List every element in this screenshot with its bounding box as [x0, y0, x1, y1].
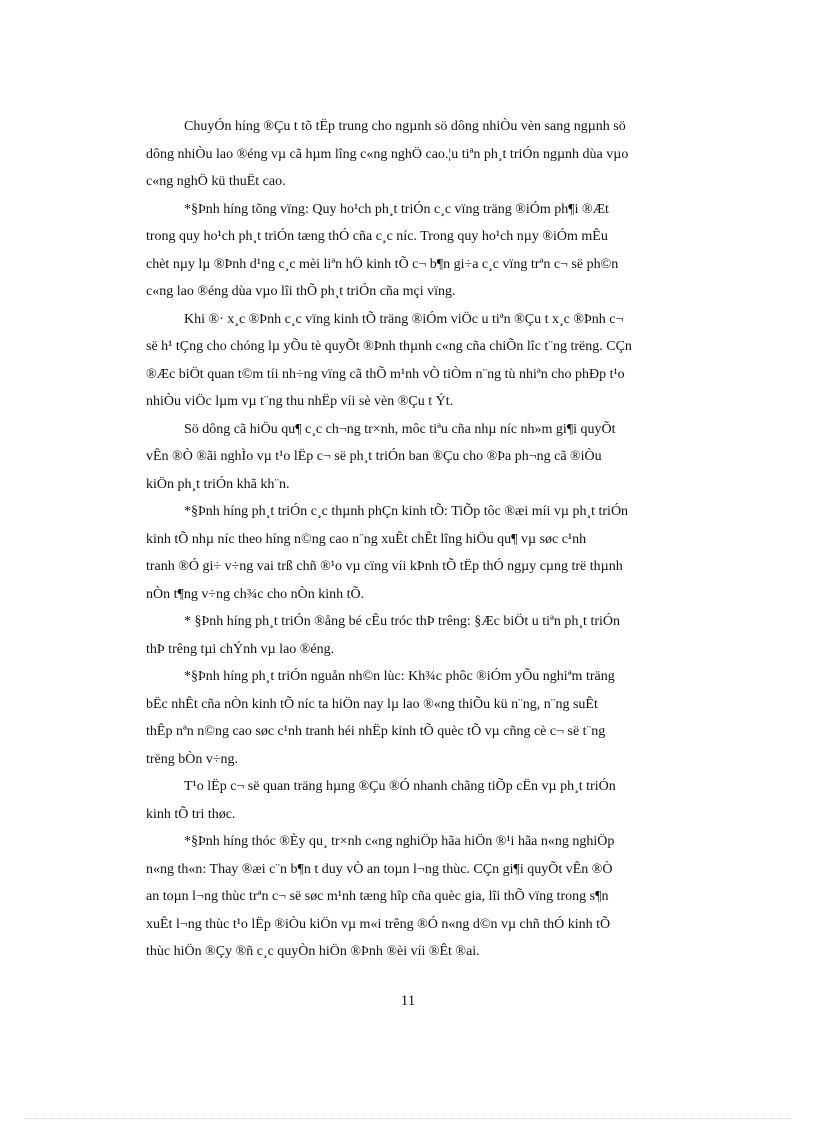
paragraph-line: kinh tÕ tri thøc. [146, 806, 236, 822]
paragraph-line: * §Þnh híng ph¸t triÓn ®ång bé cÊu tróc thÞ trêng: §Æc biÖt u tiªn ph¸t triÓn [184, 614, 621, 629]
paragraph [146, 113, 716, 196]
paragraph-line: ®Æc biÖt quan t©m tíi nh÷ng vïng cã thÕ m¹nh vÒ tiÒm n¨ng tù nhiªn cho phÐp t¹o [146, 366, 625, 382]
paragraph-line: *§Þnh híng thóc ®Èy qu¸ tr×nh c«ng nghiÖp hãa hiÖn ®¹i hãa n«ng nghiÖp [184, 834, 615, 849]
paragraph-line: xuÊt l¬ng thùc t¹o lËp ®iÒu kiÖn vµ m«i trêng ®Ó n«ng d©n vµ chñ thÓ kinh tÕ [146, 916, 611, 932]
paragraph-line: an toµn l¬ng thùc trªn c¬ së søc m¹nh tæng hîp cña quèc gia, lîi thÕ vïng trong s¶n [146, 889, 609, 904]
paragraph-line: dông nhiÒu lao ®éng vµ cã hµm lîng c«ng nghÖ cao.¦u tiªn ph¸t triÓn ngµnh dùa vµo [146, 146, 629, 162]
paragraph-line: *§Þnh híng ph¸t triÓn c¸c thµnh phÇn kinh tÕ: TiÕp tôc ®æi míi vµ ph¸t triÓn [184, 504, 629, 519]
paragraph-line: thùc hiÖn ®Çy ®ñ c¸c quyÒn hiÖn ®Þnh ®èi víi ®Êt ®ai. [146, 944, 480, 959]
paragraph [146, 663, 716, 773]
paragraph-line: trëng bÒn v÷ng. [146, 751, 239, 767]
paragraph-line: vÊn ®Ò ®ãi nghÌo vµ t¹o lËp c¬ së ph¸t triÓn ban ®Çu cho ®Þa ph¬ng cã ®iÒu [146, 449, 602, 464]
paragraph-line: *§Þnh híng ph¸t triÓn nguån nh©n lùc: Kh¾c phôc ®iÓm yÕu nghiªm träng [184, 669, 615, 684]
page-bottom-divider [24, 1118, 792, 1119]
paragraph [146, 498, 716, 608]
paragraph-line: tranh ®Ó gi÷ v÷ng vai trß chñ ®¹o vµ cïng víi kÞnh tÕ tËp thÓ ngµy cµng trë thµnh [146, 559, 623, 574]
paragraph-line: n«ng th«n: Thay ®æi c¨n b¶n t duy vÒ an toµn l¬ng thùc. CÇn gi¶i quyÕt vÊn ®Ò [146, 861, 613, 877]
paragraph [146, 196, 716, 306]
paragraph [146, 608, 716, 663]
paragraph-line: trong quy ho¹ch ph¸t triÓn tæng thÓ cña c¸c níc. Trong quy ho¹ch nµy ®iÓm mÊu [146, 229, 608, 244]
paragraph-line: nÒn t¶ng v÷ng ch¾c cho nÒn kinh tÕ. [146, 586, 365, 602]
body-text [146, 113, 716, 966]
paragraph-line: c«ng lao ®éng dùa vµo lîi thÕ ph¸t triÓn cña mçi vïng. [146, 284, 456, 299]
paragraph-line: së h¹ tÇng cho chóng lµ yÕu tè quyÕt ®Þnh thµnh c«ng cña chiÕn lîc t¨ng trëng. CÇn [146, 339, 632, 354]
paragraph [146, 416, 716, 499]
paragraph-line: thÞ trêng tµi chÝnh vµ lao ®éng. [146, 641, 335, 657]
paragraph-line: kinh tÕ nhµ níc theo híng n©ng cao n¨ng xuÊt chÊt lîng hiÖu qu¶ vµ søc c¹nh [146, 531, 587, 547]
page-number: 11 [400, 993, 416, 1009]
paragraph-line: chèt nµy lµ ®Þnh d¹ng c¸c mèi liªn hÖ kinh tÕ c¬ b¶n gi÷a c¸c vïng trªn c¬ së ph©n [146, 256, 619, 272]
paragraph-line: kiÖn ph¸t triÓn khã kh¨n. [146, 476, 290, 492]
paragraph [146, 773, 716, 828]
paragraph-line: Sö dông cã hiÖu qu¶ c¸c ch¬ng tr×nh, môc tiªu cña nhµ níc nh»m gi¶i quyÕt [184, 421, 616, 437]
paragraph [146, 306, 716, 416]
paragraph [146, 828, 716, 966]
paragraph-line: bËc nhÊt cña nÒn kinh tÕ níc ta hiÖn nay lµ lao ®«ng thiÕu kü n¨ng, n¨ng suÊt [146, 696, 598, 712]
paragraph-line: ChuyÓn híng ®Çu t tõ tËp trung cho ngµnh sö dông nhiÒu vèn sang ngµnh sö [184, 119, 626, 134]
paragraph-line: T¹o lËp c¬ së quan träng hµng ®Çu ®Ó nhanh chãng tiÕp cËn vµ ph¸t triÓn [184, 779, 616, 794]
paragraph-line: c«ng nghÖ kü thuËt cao. [146, 174, 286, 189]
paragraph-line: *§Þnh híng tõng vïng: Quy ho¹ch ph¸t triÓn c¸c vïng träng ®iÓm ph¶i ®Æt [184, 201, 609, 217]
paragraph-line: thÊp nªn n©ng cao søc c¹nh tranh héi nhËp kinh tÕ quèc tÕ vµ cñng cè c¬ së t¨ng [146, 724, 606, 739]
paragraph-line: Khi ®· x¸c ®Þnh c¸c vïng kinh tÕ träng ®iÓm viÖc u tiªn ®Çu t x¸c ®Þnh c¬ [184, 311, 624, 327]
paragraph-line: nhiÒu viÖc lµm vµ t¨ng thu nhËp víi sè vèn ®Çu t Ýt. [146, 394, 454, 409]
